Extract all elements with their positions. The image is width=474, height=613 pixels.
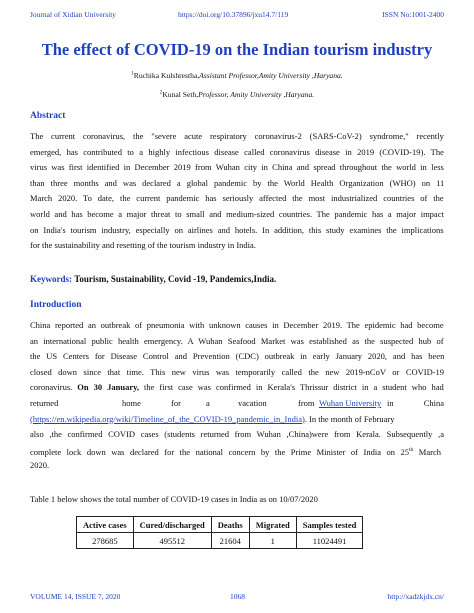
author-2: $^2$Kunal Seth,Professor, Amity University ,Haryana. (159, 90, 315, 99)
abstract-line: on India's tourism industry, especially on airlines and hotels. In addition, this study examines the implications (30, 224, 444, 235)
table-cell: 278685 (77, 533, 134, 549)
author-name: Kunal Seth, (162, 90, 199, 99)
journal-url[interactable]: http://xadzkjdx.cn/ (387, 592, 444, 601)
table-header-cell: Migrated (249, 517, 296, 533)
abstract-line: The current coronavirus, the "severe acute respiratory coronavirus-2 (SARS-CoV-2) syndrome," recently (30, 131, 444, 141)
keywords (30, 274, 276, 284)
intro-line: China reported an outbreak of pneumonia with unknown causes in December 2019. The epidemic had become (30, 320, 444, 330)
intro-line: complete lock down was declared for the national concern by the Prime Minister of India on 25th March (30, 446, 441, 457)
intro-line: coronavirus. On 30 January, the first case was confirmed in Kerala's Thrissur district in a student who had (30, 382, 444, 393)
table-header-cell: Samples tested (296, 517, 363, 533)
intro-line: closed down since that time. This new virus was temporarily called the new 2019-nCoV or COVID-19 (30, 366, 444, 377)
abstract-line: for the sustainability and resetting of the tourism industry in India. (30, 240, 256, 251)
keywords-label: Keywords: (30, 274, 72, 284)
intro-line: the US Centers for Disease Control and Prevention (CDC) outbreak in early January 2020, and has been (30, 351, 444, 362)
table-cell: 1 (249, 533, 296, 549)
table-caption: Table 1 below shows the total number of COVID-19 cases in India as on 10/07/2020 (30, 494, 318, 504)
table-cell: 11024491 (296, 533, 363, 549)
intro-line: (https://en.wikipedia.org/wiki/Timeline_of_the_COVID-19_pandemic_in_India). In the month of February (30, 413, 395, 424)
page-header (30, 10, 444, 22)
keywords-value: Tourism, Sustainability, Covid -19, Pandemics,India. (74, 274, 277, 284)
intro-line: returned home for a vacation from Wuhan University in China (30, 396, 444, 412)
table-cell: 21604 (211, 533, 249, 549)
paper-title: The effect of COVID-19 on the Indian tourism industry (41, 40, 433, 59)
intro-line: an international public health emergency. A Wuhan Seafood Market was established as the suspected hub of (30, 335, 444, 346)
covid-cases-table (76, 516, 363, 549)
abstract-line: than three months and was declared a global pandemic by the World Health Organization (WHO) on 11 (30, 177, 444, 188)
journal-name: Journal of Xidian University (30, 10, 117, 19)
abstract-line: world and has become a major threat to small and medium-sized countries. The pandemic has a major impact (30, 208, 444, 219)
doi-link[interactable]: https://doi.org/10.37896/jxu14.7/119 (178, 10, 289, 19)
abstract-line: March 2020. To date, the current pandemic has seriously affected the most industrialized countries of the (30, 193, 444, 204)
abstract-line: virus was first identified in December 2019 from Wuhan city in China and spread throughout the world in less (30, 162, 444, 173)
issn: ISSN No:1001-2400 (382, 10, 444, 19)
author-affiliation: Professor, Amity University ,Haryana. (198, 90, 315, 99)
table-header-cell: Cured/discharged (133, 517, 211, 533)
introduction-body (30, 318, 444, 474)
table-header-row (77, 517, 363, 533)
wuhan-university-link[interactable]: Wuhan University (319, 397, 382, 408)
author-affiliation: Assistant Professor,Amity University ,Haryana. (199, 71, 343, 80)
table-header-cell: Active cases (77, 517, 134, 533)
page-footer (30, 592, 444, 604)
abstract-line: emerged, has contributed to a highly infectious disease called coronavirus disease in 2019 (COVID-19). The (30, 146, 444, 157)
abstract-body (30, 129, 444, 254)
abstract-heading: Abstract (30, 111, 66, 121)
page-number: 1068 (230, 592, 245, 601)
date-emphasis: On 30 January, (77, 382, 140, 393)
wikipedia-timeline-link[interactable]: (https://en.wikipedia.org/wiki/Timeline_of_the_COVID-19_pandemic_in_India) (30, 413, 305, 424)
intro-line: also ,the confirmed COVID cases (students returned from Wuhan ,China)were from Kerala. Subsequently ,a (30, 429, 444, 440)
table-cell: 495512 (133, 533, 211, 549)
author-1: $^1$Ruchika Kulshrestha,Assistant Professor,Amity University ,Haryana. (131, 71, 343, 80)
introduction-heading: Introduction (30, 300, 82, 310)
table-header-cell: Deaths (211, 517, 249, 533)
volume-issue: VOLUME 14, ISSUE 7, 2020 (30, 592, 121, 601)
intro-line: 2020. (30, 460, 50, 471)
table-row (77, 533, 363, 549)
author-name: Ruchika Kulshrestha, (133, 71, 200, 80)
